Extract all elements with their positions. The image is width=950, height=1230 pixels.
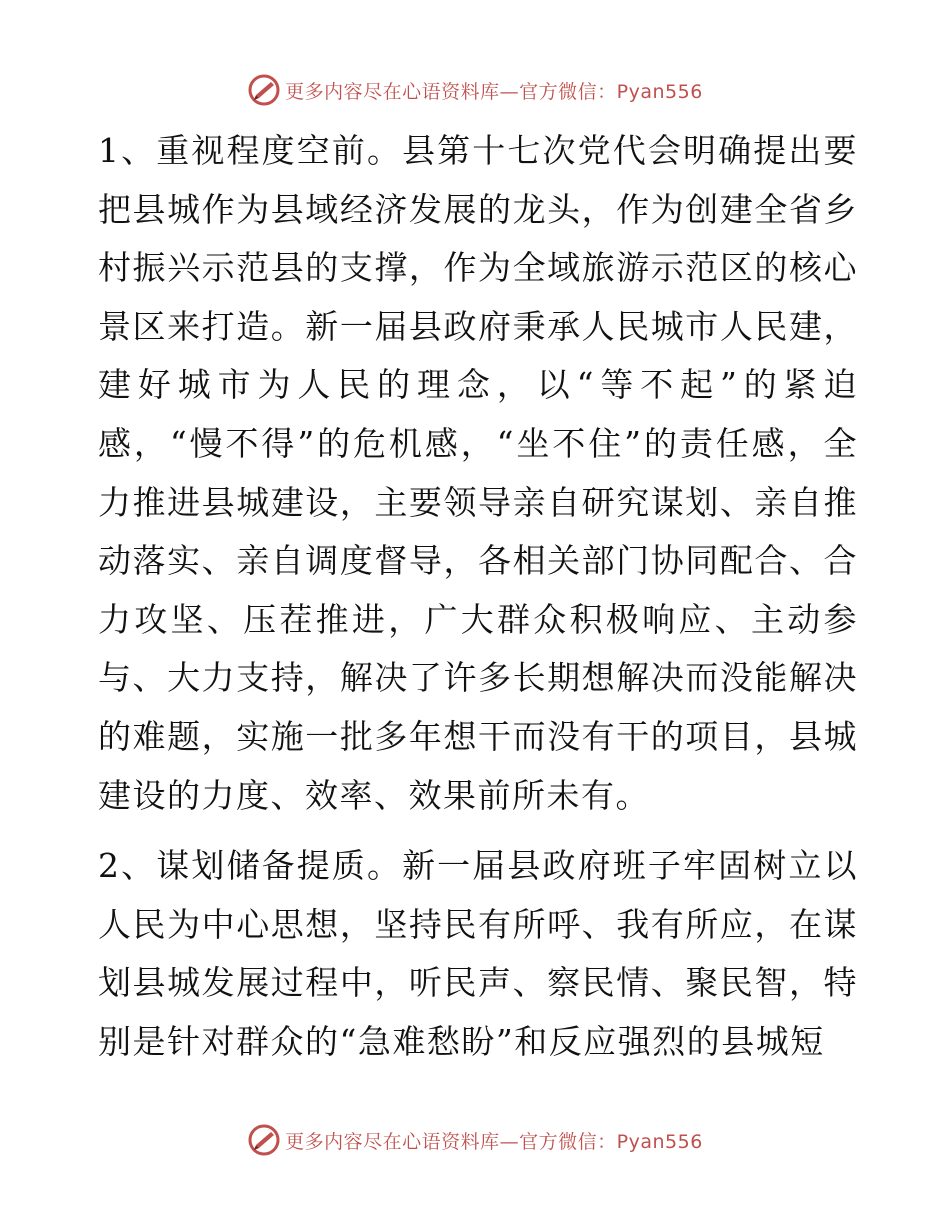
footer-watermark — [0, 1122, 950, 1158]
document-body — [98, 122, 858, 1072]
watermark-text: 更多内容尽在心语资料库—官方微信：Pyan556 — [285, 1130, 703, 1153]
brand-logo-icon — [247, 73, 281, 107]
header-watermark — [0, 72, 950, 108]
paragraph: 1、重视程度空前。县第十七次党代会明确提出要把县城作为县域经济发展的龙头，作为创建全省乡村振兴示范县的支撑，作为全域旅游示范区的核心景区来打造。新一届县政府秉承人民城市人民建，建好城市为人民的理念，以“等不起”的紧迫感，“慢不得”的危机感，“坐不住”的责任感，全力推进县城建设，主要领导亲自研究谋划、亲自推动落实、亲自调度督导，各相关部门协同配合、合力攻坚、压茬推进，广大群众积极响应、主动参与、大力支持，解决了许多长期想解决而没能解决的难题，实施一批多年想干而没有干的项目，县城建设的力度、效率、效果前所未有。 — [98, 131, 858, 815]
paragraph: 2、谋划储备提质。新一届县政府班子牢固树立以人民为中心思想，坚持民有所呼、我有所应，在谋划县城发展过程中，听民声、察民情、聚民智，特别是针对群众的“急难愁盼”和反应强烈的县城短 — [98, 846, 858, 1061]
watermark-text: 更多内容尽在心语资料库—官方微信：Pyan556 — [285, 80, 703, 103]
brand-logo-icon — [247, 1123, 281, 1157]
